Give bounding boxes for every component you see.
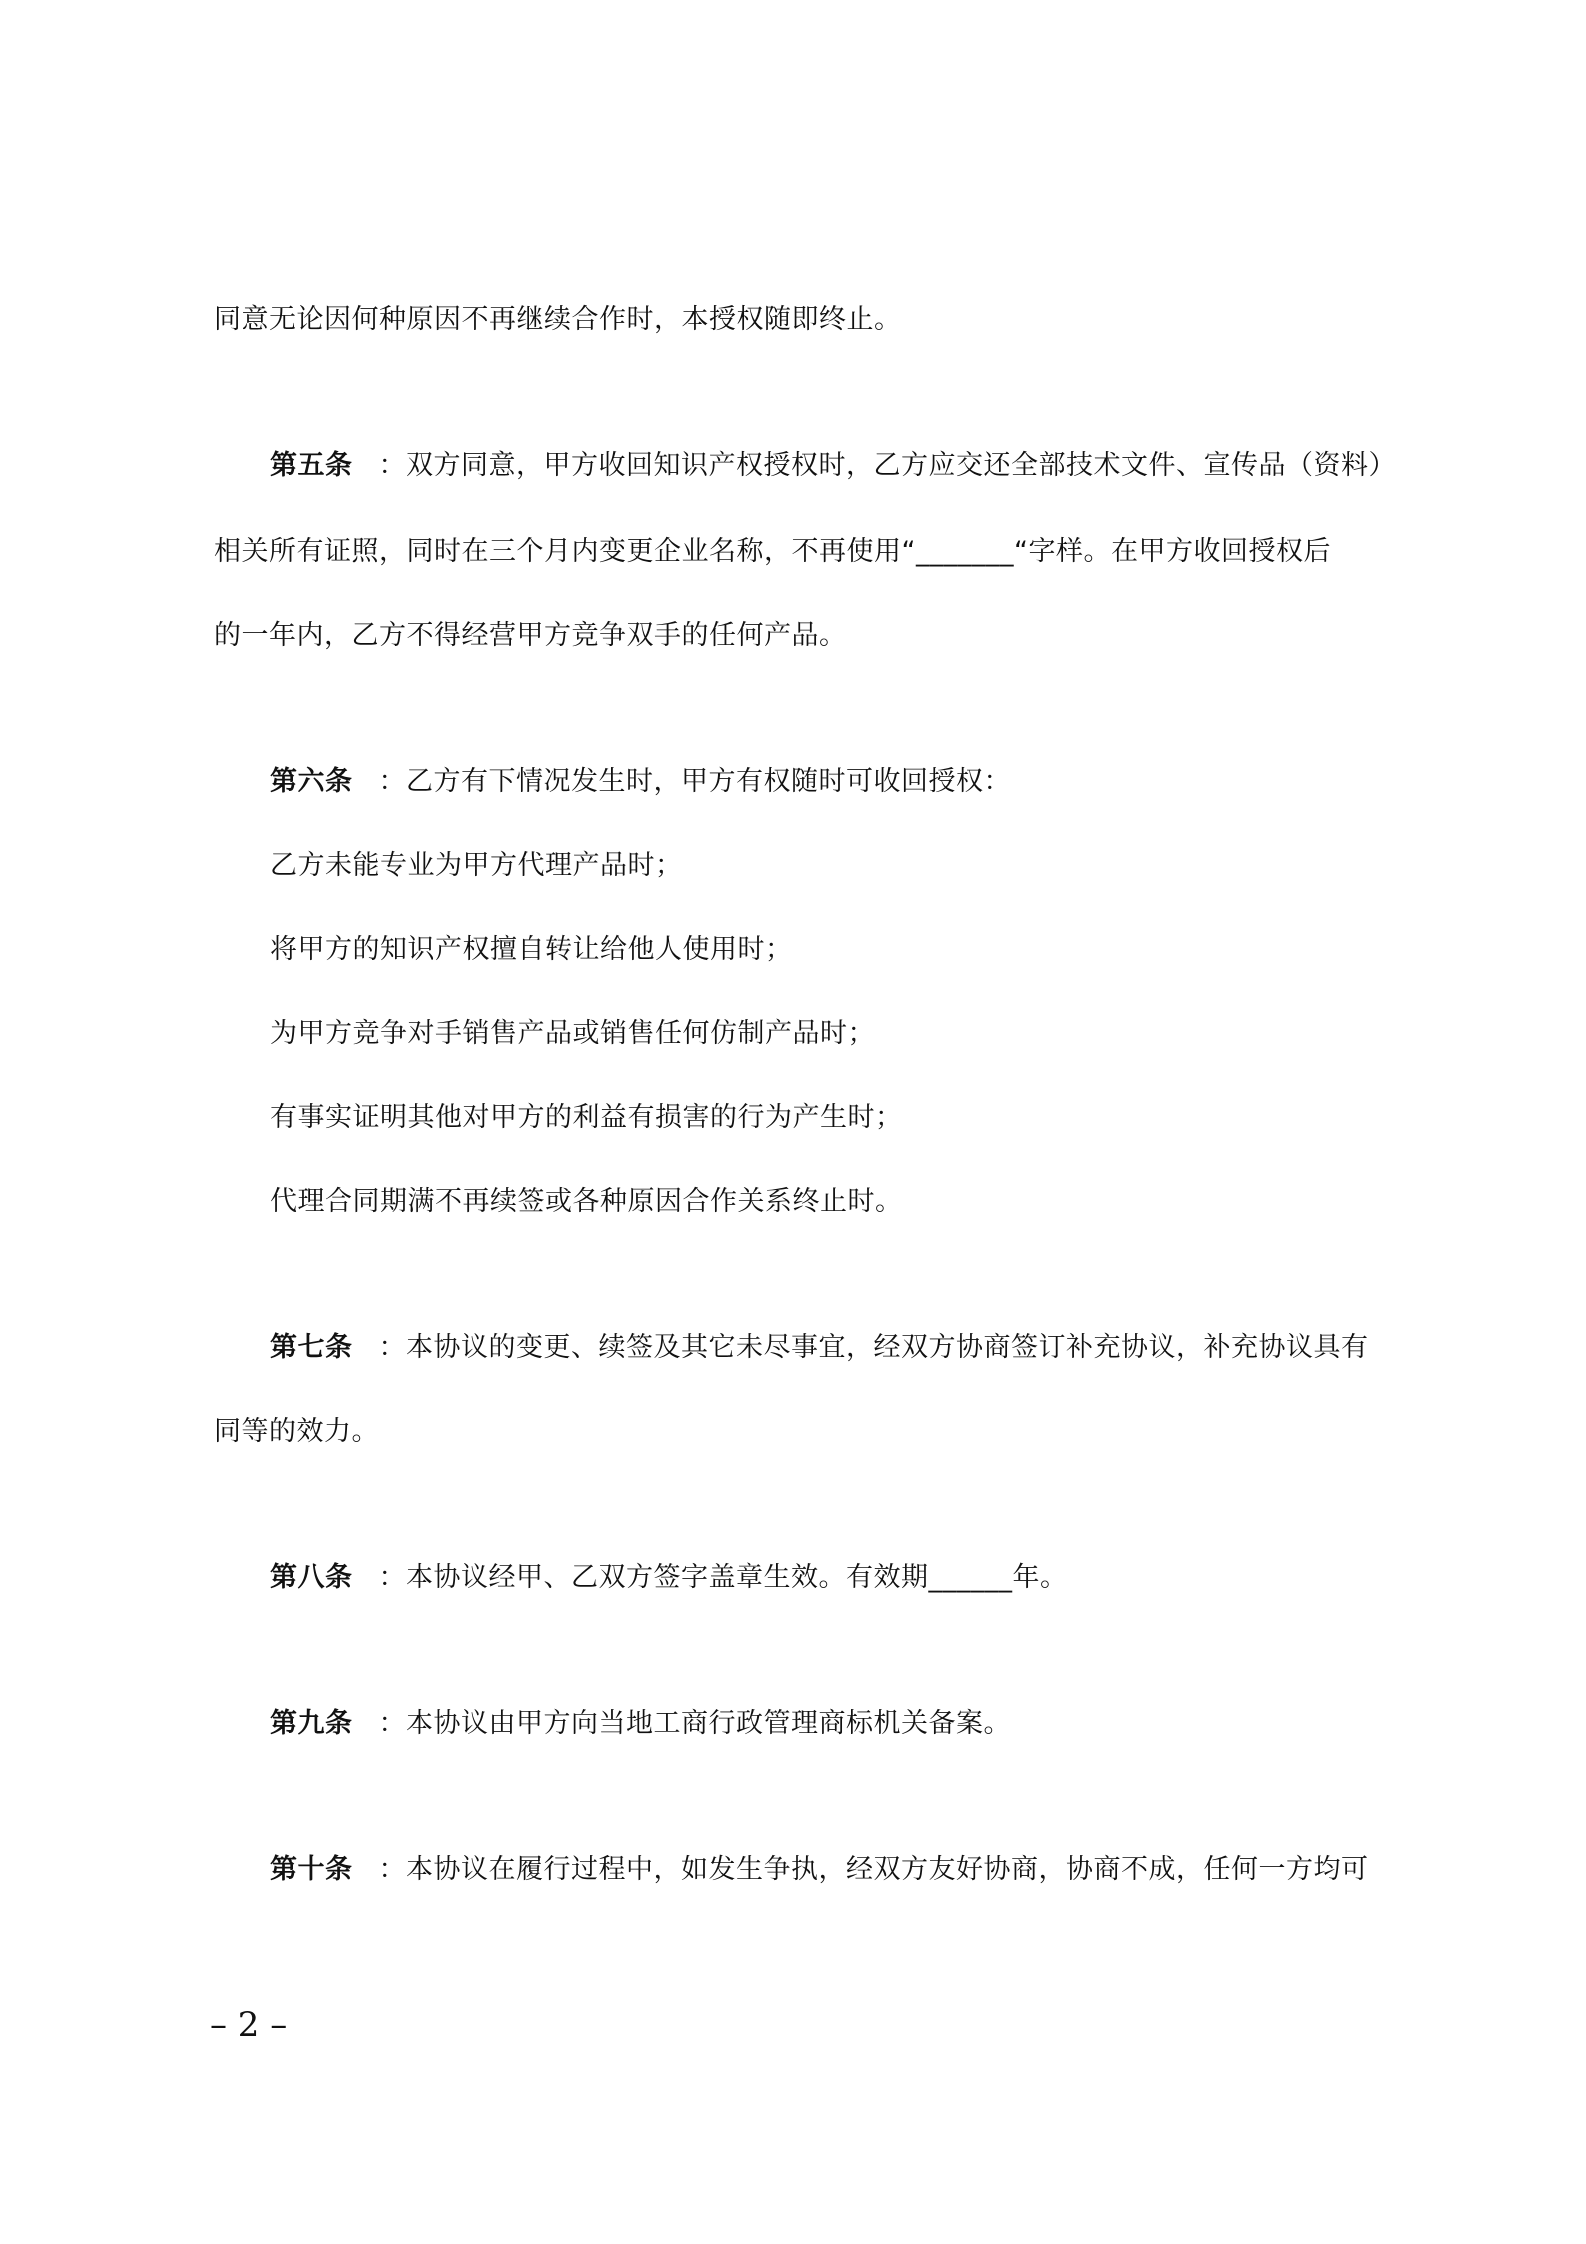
- article-6-item: 乙方未能专业为甲方代理产品时；: [270, 850, 683, 881]
- article-10-label: 第十条: [270, 1854, 353, 1885]
- article-6-item: 代理合同期满不再续签或各种原因合作关系终止时。: [270, 1186, 903, 1217]
- article-6-line-1: [270, 764, 1011, 800]
- article-7-text: ：本协议的变更、续签及其它未尽事宜，经双方协商签订补充协议，补充协议具有: [378, 1332, 1369, 1363]
- article-8-label: 第八条: [270, 1562, 353, 1593]
- article-7-line-1: [270, 1330, 1369, 1366]
- page-number: – 2 –: [210, 2005, 288, 2045]
- carryover-line: 同意无论因何种原因不再继续合作时，本授权随即终止。: [214, 304, 902, 335]
- article-7-label: 第七条: [270, 1332, 353, 1363]
- article-5-line-1: [270, 448, 1396, 484]
- article-8-text: ：本协议经甲、乙双方签字盖章生效。有效期______年。: [378, 1562, 1068, 1593]
- article-5-line-3: 的一年内，乙方不得经营甲方竞争双手的任何产品。: [214, 620, 847, 651]
- article-5-text: ：双方同意，甲方收回知识产权授权时，乙方应交还全部技术文件、宣传品（资料）: [378, 450, 1396, 481]
- article-6-label: 第六条: [270, 766, 353, 797]
- article-10-text: ：本协议在履行过程中，如发生争执，经双方友好协商，协商不成，任何一方均可: [378, 1854, 1369, 1885]
- article-6-text: ：乙方有下情况发生时，甲方有权随时可收回授权：: [378, 766, 1011, 797]
- article-9-text: ：本协议由甲方向当地工商行政管理商标机关备案。: [378, 1708, 1011, 1739]
- article-6-item: 将甲方的知识产权擅自转让给他人使用时；: [270, 934, 793, 965]
- article-6-item: 有事实证明其他对甲方的利益有损害的行为产生时；: [270, 1102, 903, 1133]
- article-9-label: 第九条: [270, 1708, 353, 1739]
- article-10-line: [270, 1852, 1369, 1888]
- article-5-line-2: 相关所有证照，同时在三个月内变更企业名称，不再使用“_______“字样。在甲方收回授权后: [214, 536, 1331, 567]
- article-7-line-2: 同等的效力。: [214, 1416, 379, 1447]
- article-5-label: 第五条: [270, 450, 353, 481]
- article-9-line: [270, 1706, 1011, 1742]
- article-6-item: 为甲方竞争对手销售产品或销售任何仿制产品时；: [270, 1018, 875, 1049]
- article-8-line: [270, 1560, 1068, 1596]
